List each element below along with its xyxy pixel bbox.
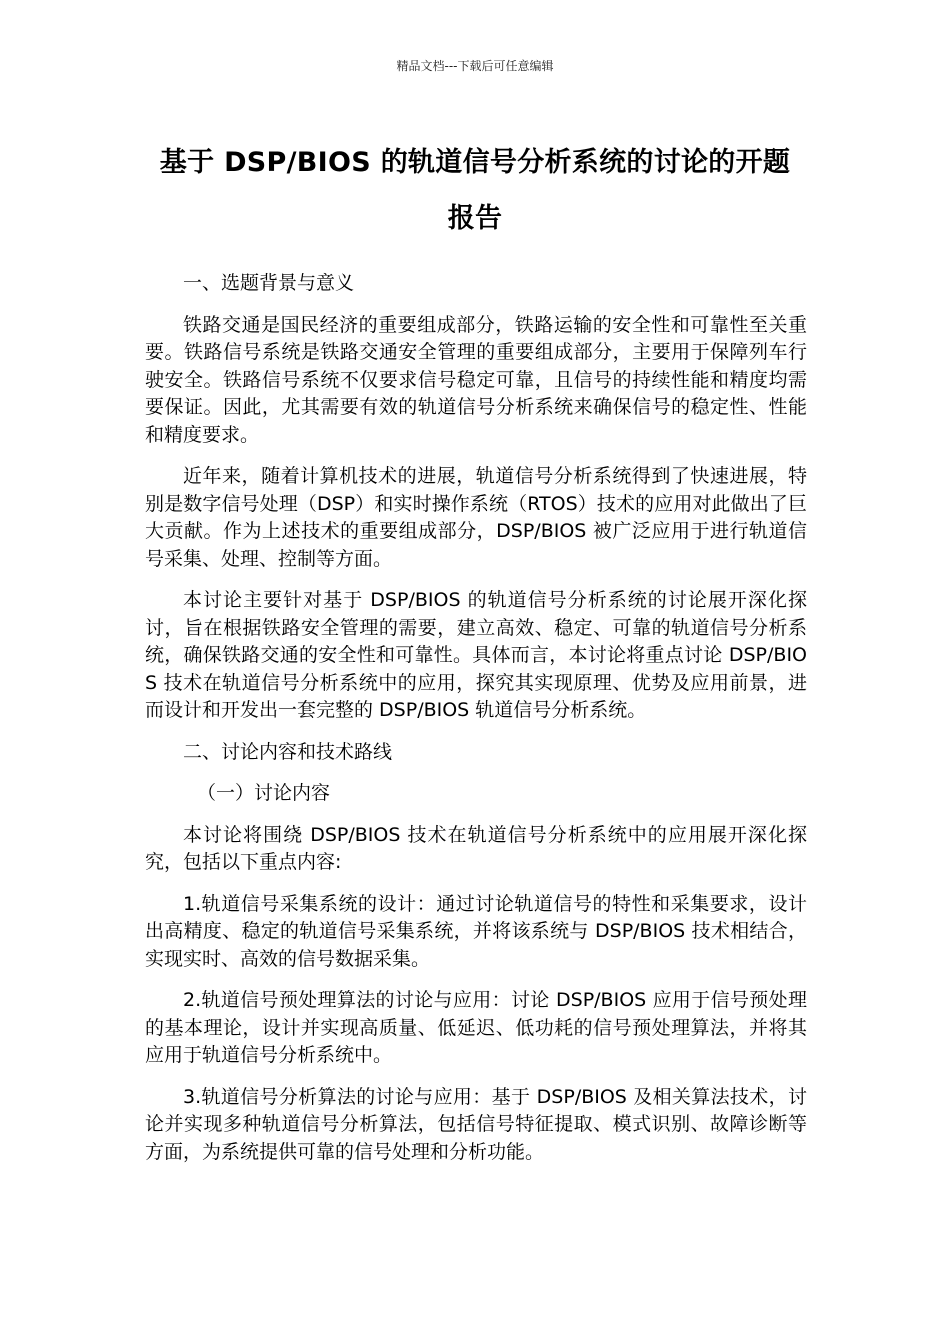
list-item: 3.轨道信号分析算法的讨论与应用：基于 DSP/BIOS 及相关算法技术，讨论并实现多种轨道信号分析算法，包括信号特征提取、模式识别、故障诊断等方面，为系统提供可靠的信号处理和分析功能。	[145, 1085, 807, 1163]
title-line-1: 基于 DSP/BIOS 的轨道信号分析系统的讨论的开题	[159, 147, 791, 178]
section-heading: 一、选题背景与意义	[183, 272, 355, 294]
paragraph: 铁路交通是国民经济的重要组成部分，铁路运输的安全性和可靠性至关重要。铁路信号系统是铁路交通安全管理的重要组成部分，主要用于保障列车行驶安全。铁路信号系统不仅要求信号稳定可靠，且信号的持续性能和精度均需要保证。因此，尤其需要有效的轨道信号分析系统来确保信号的稳定性、性能和精度要求。	[145, 313, 807, 446]
paragraph: 本讨论主要针对基于 DSP/BIOS 的轨道信号分析系统的讨论展开深化探讨，旨在根据铁路安全管理的需要，建立高效、稳定、可靠的轨道信号分析系统，确保铁路交通的安全性和可靠性。具体而言，本讨论将重点讨论 DSP/BIOS 技术在轨道信号分析系统中的应用，探究其实现原理、优势及应用前景，进而设计和开发出一套完整的 DSP/BIOS 轨道信号分析系统。	[145, 589, 807, 721]
paragraph: 本讨论将围绕 DSP/BIOS 技术在轨道信号分析系统中的应用展开深化探究，包括以下重点内容:	[145, 823, 807, 873]
list-item: 2.轨道信号预处理算法的讨论与应用：讨论 DSP/BIOS 应用于信号预处理的基本理论，设计并实现高质量、低延迟、低功耗的信号预处理算法，并将其应用于轨道信号分析系统中。	[145, 989, 807, 1066]
document-title	[140, 135, 810, 247]
header-note: 精品文档---下载后可任意编辑	[396, 59, 554, 73]
title-line-2: 报告	[447, 203, 503, 234]
subsection-heading: （一）讨论内容	[197, 782, 331, 804]
paragraph: 近年来，随着计算机技术的进展，轨道信号分析系统得到了快速进展，特别是数字信号处理（DSP）和实时操作系统（RTOS）技术的应用对此做出了巨大贡献。作为上述技术的重要组成部分，DSP/BIOS 被广泛应用于进行轨道信号采集、处理、控制等方面。	[145, 465, 807, 570]
list-item: 1.轨道信号采集系统的设计：通过讨论轨道信号的特性和采集要求，设计出高精度、稳定的轨道信号采集系统，并将该系统与 DSP/BIOS 技术相结合，实现实时、高效的信号数据采集。	[145, 892, 807, 970]
document-body	[145, 270, 807, 1180]
section-heading: 二、讨论内容和技术路线	[183, 740, 393, 763]
